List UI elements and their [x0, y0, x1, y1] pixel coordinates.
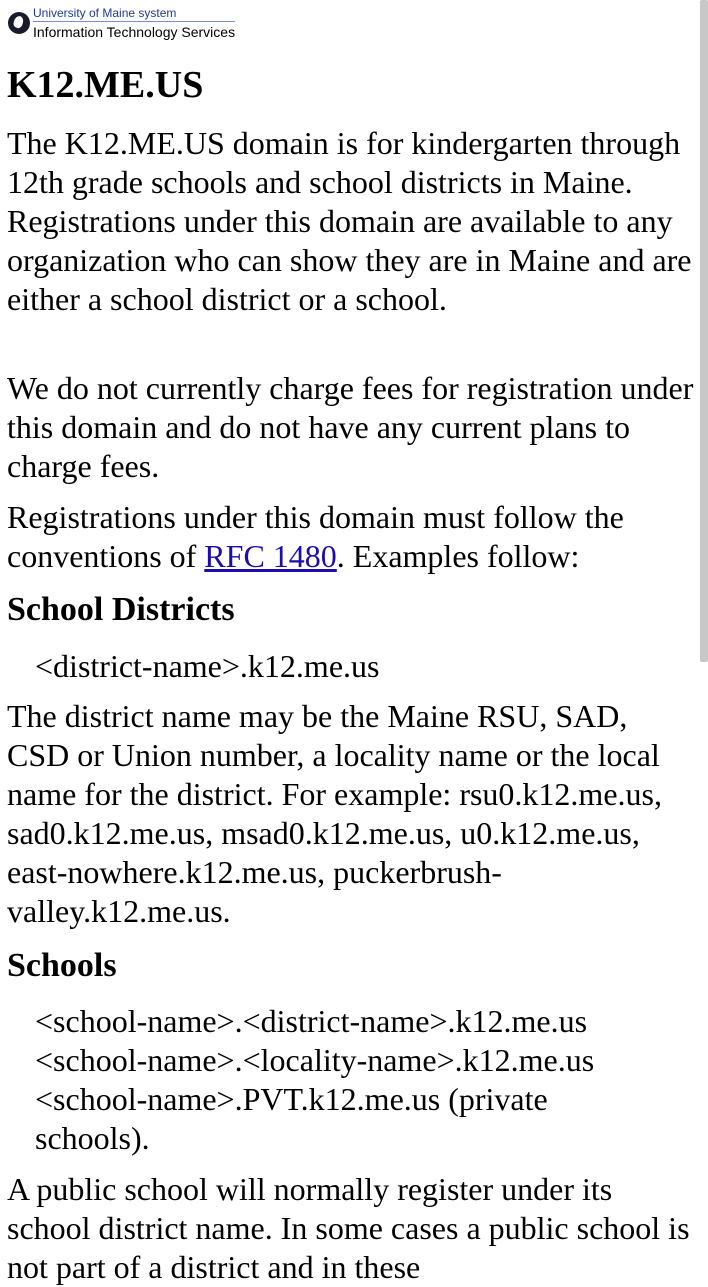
vertical-scrollbar[interactable] — [700, 0, 708, 662]
university-seal-icon — [8, 12, 30, 34]
school-pattern-private-cont: schools). — [35, 1120, 150, 1156]
school-districts-heading: School Districts — [7, 591, 235, 628]
district-pattern: <district-name>.k12.me.us — [35, 648, 380, 684]
fees-paragraph: We do not currently charge fees for registration under this domain and do not have any current plans to charge fees. — [7, 370, 694, 484]
conventions-text: Registrations under this domain must follow the conventions of — [7, 499, 624, 574]
intro-paragraph: The K12.ME.US domain is for kindergarten through 12th grade schools and school districts in Maine. Registrations under this domain are available to any organization who can show they are in Maine and are either a school district or a school. — [7, 125, 692, 317]
logo-divider — [33, 21, 235, 22]
schools-heading: Schools — [7, 947, 117, 984]
its-logo[interactable] — [8, 4, 238, 38]
district-description: The district name may be the Maine RSU, SAD, CSD or Union number, a locality name or the local name for the district. For example: rsu0.k12.me.us, sad0.k12.me.us, msad0.k12.me.us, u0.k12.me.us, east-nowhere.k12.me.us, puckerbrush-valley.k12.me.us. — [7, 698, 662, 929]
rfc-1480-link[interactable]: RFC 1480 — [204, 538, 337, 574]
schools-description: A public school will normally register under its school district name. In some cases a public school is not part of a district and in these — [7, 1171, 690, 1285]
school-pattern-private: <school-name>.PVT.k12.me.us (private — [35, 1081, 548, 1117]
page-title: K12.ME.US — [7, 64, 204, 106]
conventions-text-end: . Examples follow: — [336, 538, 580, 574]
conventions-paragraph — [7, 498, 697, 576]
logo-its-text: Information Technology Services — [33, 24, 236, 40]
logo-university-text: University of Maine system — [33, 6, 177, 20]
school-pattern-district: <school-name>.<district-name>.k12.me.us — [35, 1003, 588, 1039]
school-pattern-locality: <school-name>.<locality-name>.k12.me.us — [35, 1042, 595, 1078]
